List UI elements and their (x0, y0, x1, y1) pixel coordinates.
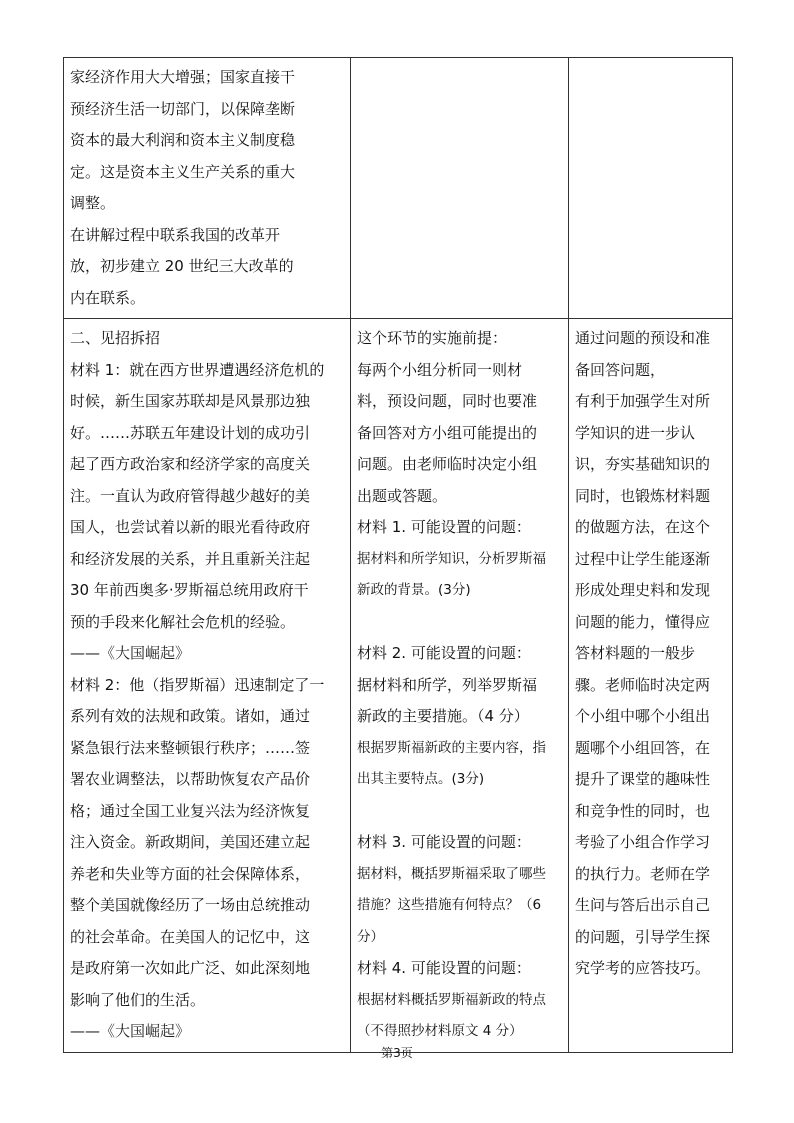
table-row (64, 58, 733, 319)
question-text: 据材料，概括罗斯福采取了哪些 (357, 865, 546, 882)
text-line: 通过问题的预设和准 (575, 329, 711, 347)
text-line: 预的手段来化解社会危机的经验。 (70, 612, 296, 631)
text-line: 时候，新生国家苏联却是风景那边独 (70, 392, 311, 410)
question-text: 措施？这些措施有何特点？（6 (357, 897, 542, 913)
text-line: 的问题，引导学生探 (575, 927, 711, 946)
text-line: 养老和失业等方面的社会保障体系， (70, 864, 311, 883)
question-heading: 材料 3. 可能设置的问题： (357, 833, 531, 851)
text-line: 调整。 (70, 194, 116, 212)
text-line: 紧急银行法来整顿银行秩序；……签 (70, 738, 311, 757)
text-line: 预经济生活一切部门，以保障垄断 (70, 99, 296, 118)
text-line: 问题。由老师临时决定小组 (357, 455, 538, 473)
empty-cell (351, 58, 569, 319)
teacher-notes-cell (351, 319, 569, 1053)
text-line: 好。……苏联五年建设计划的成功引 (70, 423, 311, 442)
text-line: 格；通过全国工业复兴法为经济恢复 (70, 801, 311, 820)
text-line: 30 年前西奥多·罗斯福总统用政府干 (70, 581, 309, 599)
content-cell (64, 58, 351, 319)
text-line: 影响了他们的生活。 (70, 990, 206, 1009)
table-row (64, 319, 733, 1053)
materials-cell (64, 319, 351, 1053)
text-line: 考验了小组合作学习 (575, 833, 711, 851)
text-line: 每两个小组分析同一则材 (357, 360, 523, 379)
source-citation: ——《大国崛起》 (70, 644, 191, 662)
question-heading: 材料 4. 可能设置的问题： (357, 959, 531, 977)
design-intent-cell (569, 319, 733, 1053)
section-heading: 二、见招拆招 (70, 329, 161, 347)
text-line: 放，初步建立 20 世纪三大改革的 (70, 257, 294, 275)
text-line: 题哪个小组回答，在 (575, 738, 711, 757)
text-line: 过程中让学生能逐渐 (575, 549, 711, 568)
text-line: 个小组中哪个小组出 (575, 707, 711, 725)
question-text: 据材料和所学知识，分析罗斯福 (357, 550, 546, 567)
text-line: 的执行力。老师在学 (575, 864, 711, 883)
text-line: 整个美国就像经历了一场由总统推动 (70, 896, 311, 914)
text-line: 备回答对方小组可能提出的 (357, 423, 538, 442)
text-line: 生问与答后出示自己 (575, 896, 711, 914)
text-line: 有利于加强学生对所 (575, 392, 711, 410)
text-line: 是政府第一次如此广泛、如此深刻地 (70, 959, 311, 977)
text-line: 识，夯实基础知识的 (575, 455, 711, 473)
text-line: 资本的最大利润和资本主义制度稳 (70, 131, 296, 149)
text-line: 家经济作用大大增强；国家直接干 (70, 68, 296, 86)
text-line: 学知识的进一步认 (575, 423, 696, 442)
text-line: 材料 2：他（指罗斯福）迅速制定了一 (70, 675, 325, 694)
text-line: 的社会革命。在美国人的记忆中，这 (70, 927, 311, 946)
text-line: 提升了课堂的趣味性 (575, 770, 711, 788)
text-line: 骤。老师临时决定两 (575, 675, 711, 694)
text-line: 答材料题的一般步 (575, 644, 696, 662)
text-line: 在讲解过程中联系我国的改革开 (70, 225, 281, 244)
text-line: 问题的能力，懂得应 (575, 612, 711, 631)
text-line: 材料 1：就在西方世界遭遇经济危机的 (70, 360, 325, 379)
empty-cell (569, 58, 733, 319)
question-heading: 材料 1. 可能设置的问题： (357, 518, 531, 536)
text-line: 注。一直认为政府管得越少越好的美 (70, 486, 311, 505)
text-line: 和竞争性的同时，也 (575, 801, 711, 820)
question-heading: 材料 2. 可能设置的问题： (357, 644, 531, 662)
question-text: 新政的背景。(3分) (357, 582, 471, 598)
question-text: 新政的主要措施。（4 分） (357, 707, 529, 725)
text-line: 起了西方政治家和经济学家的高度关 (70, 455, 311, 473)
source-citation: ——《大国崛起》 (70, 1022, 191, 1040)
text-line: 国人，也尝试着以新的眼光看待政府 (70, 518, 311, 536)
text-line: 形成处理史料和发现 (575, 581, 711, 599)
question-text: 根据罗斯福新政的主要内容，指 (357, 739, 546, 756)
text-line: 究学考的应答技巧。 (575, 959, 711, 977)
question-text: 分） (357, 928, 384, 945)
lesson-plan-table (63, 57, 733, 1053)
text-line: 署农业调整法，以帮助恢复农产品价 (70, 770, 311, 788)
text-line: 的做题方法，在这个 (575, 518, 711, 536)
text-line: 注入资金。新政期间，美国还建立起 (70, 833, 311, 851)
text-line: 系列有效的法规和政策。诸如，通过 (70, 707, 311, 725)
text-line: 和经济发展的关系，并且重新关注起 (70, 549, 311, 568)
text-line: 内在联系。 (70, 288, 146, 307)
spacer (357, 796, 563, 828)
text-line: 定。这是资本主义生产关系的重大 (70, 162, 296, 181)
text-line: 出题或答题。 (357, 486, 448, 505)
question-text: 据材料和所学，列举罗斯福 (357, 675, 538, 694)
question-text: （不得照抄材料原文 4 分） (357, 1023, 523, 1039)
question-text: 出其主要特点。(3分) (357, 771, 485, 787)
text-line: 同时，也锻炼材料题 (575, 486, 711, 505)
spacer (357, 607, 563, 639)
page-number: 第3页 (381, 1046, 413, 1060)
text-line: 这个环节的实施前提： (357, 329, 508, 347)
text-line: 备回答问题， (575, 360, 666, 379)
question-text: 根据材料概括罗斯福新政的特点 (357, 991, 546, 1008)
text-line: 料，预设问题，同时也要准 (357, 392, 538, 410)
